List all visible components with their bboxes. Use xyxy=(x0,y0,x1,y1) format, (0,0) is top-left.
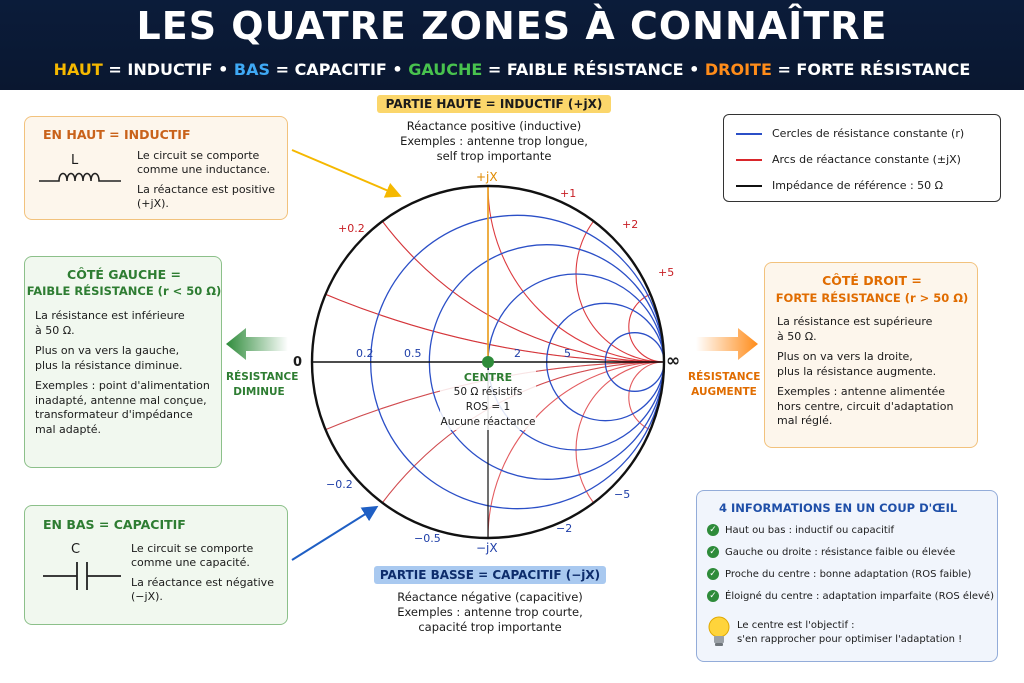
tick-bottom-jx: −jX xyxy=(476,541,498,555)
right-arrow-line2: AUGMENTE xyxy=(691,386,757,398)
check-icon: ✓ xyxy=(707,590,719,602)
tick-x-minus-0-5: −0.5 xyxy=(414,532,441,545)
check-icon: ✓ xyxy=(707,524,719,536)
cote-droit-p2b: plus la résistance augmente. xyxy=(777,364,937,378)
bottom-tag-line2: Exemples : antenne trop courte, xyxy=(397,605,583,619)
en-haut-title: EN HAUT = INDUCTIF xyxy=(43,127,191,142)
infos-item4-label: Éloigné du centre : adaptation imparfaite (ROS élevé) xyxy=(725,591,994,602)
cote-gauche-title1: CÔTÉ GAUCHE = xyxy=(67,267,181,282)
en-bas-line3: La réactance est négative xyxy=(131,576,274,589)
subtitle-droite-eq: = FORTE RÉSISTANCE xyxy=(771,60,971,79)
cote-droit-title2: FORTE RÉSISTANCE (r > 50 Ω) xyxy=(775,291,969,305)
en-haut-line1: Le circuit se comporte xyxy=(137,149,260,162)
cote-droit-p1a: La résistance est supérieure xyxy=(777,315,933,328)
subtitle-haut: HAUT xyxy=(53,60,103,79)
bottom-tag-line3: capacité trop importante xyxy=(418,620,562,634)
infos-tip-line2: s'en rapprocher pour optimiser l'adaptation ! xyxy=(737,634,963,645)
top-tag: PARTIE HAUTE = INDUCTIF (+jX) xyxy=(377,95,611,113)
tick-top-jx: +jX xyxy=(476,170,498,184)
cote-droit-p1b: à 50 Ω. xyxy=(777,329,817,343)
check-icon: ✓ xyxy=(707,546,719,558)
centre-line1: 50 Ω résistifs xyxy=(453,386,523,398)
en-bas-line4: (−jX). xyxy=(131,590,163,603)
cote-gauche-p3b: inadapté, antenne mal conçue, xyxy=(35,393,207,407)
bottom-tag-line1: Réactance négative (capacitive) xyxy=(397,590,583,604)
tick-x-minus-2: −2 xyxy=(556,522,573,535)
subtitle-bas-eq: = CAPACITIF • xyxy=(270,60,409,79)
subtitle-droite: DROITE xyxy=(704,60,772,79)
top-tag-line3: self trop importante xyxy=(436,149,552,163)
cote-gauche-title2: FAIBLE RÉSISTANCE (r < 50 Ω) xyxy=(26,284,222,298)
en-bas-line1: Le circuit se comporte xyxy=(131,542,254,555)
subtitle-gauche-eq: = FAIBLE RÉSISTANCE • xyxy=(482,60,705,79)
tick-r-0-2: 0.2 xyxy=(356,347,374,360)
cote-droit-p3a: Exemples : antenne alimentée xyxy=(777,385,945,398)
infos-item3-label: Proche du centre : bonne adaptation (ROS faible) xyxy=(725,569,972,580)
en-bas-symbol: C xyxy=(71,542,81,557)
infos-item2-label: Gauche ou droite : résistance faible ou élevée xyxy=(725,547,956,558)
cote-droit-title1: CÔTÉ DROIT = xyxy=(822,273,922,288)
en-haut-line2: comme une inductance. xyxy=(137,163,271,176)
cote-gauche-p3a: Exemples : point d'alimentation xyxy=(35,379,210,392)
cote-droit-p3c: mal réglé. xyxy=(777,414,833,427)
centre-title: CENTRE xyxy=(463,371,513,384)
tick-x-plus-1: +1 xyxy=(560,187,577,200)
top-tag-line1: Réactance positive (inductive) xyxy=(406,119,582,133)
tick-x-plus-2: +2 xyxy=(622,218,639,231)
cote-gauche-p3c: transformateur d'impédance xyxy=(35,408,193,421)
cote-gauche-p3d: mal adapté. xyxy=(35,422,102,436)
cote-gauche-p2b: plus la résistance diminue. xyxy=(35,358,183,372)
cote-gauche-p1b: à 50 Ω. xyxy=(35,323,75,337)
cote-gauche-p1a: La résistance est inférieure xyxy=(35,309,185,322)
legend-item1-label: Cercles de résistance constante (r) xyxy=(772,127,965,140)
en-haut-line3: La réactance est positive xyxy=(137,183,275,196)
bottom-tag: PARTIE BASSE = CAPACITIF (−jX) xyxy=(374,566,606,584)
legend-item3-label: Impédance de référence : 50 Ω xyxy=(772,179,944,192)
tick-x-plus-0-2: +0.2 xyxy=(338,222,365,235)
subtitle-gauche: GAUCHE xyxy=(408,60,483,79)
right-arrow-line1: RÉSISTANCE xyxy=(688,371,761,383)
left-arrow-line2: DIMINUE xyxy=(233,386,285,398)
tick-r-2: 2 xyxy=(514,347,521,360)
en-bas-title: EN BAS = CAPACITIF xyxy=(43,517,186,532)
cote-droit-p2a: Plus on va vers la droite, xyxy=(777,350,913,363)
subtitle-bas: BAS xyxy=(233,60,271,79)
en-haut-symbol: L xyxy=(71,153,79,168)
subtitle-haut-eq: = INDUCTIF • xyxy=(102,60,234,79)
centre-line2: ROS = 1 xyxy=(465,401,511,413)
tick-x-minus-0-2: −0.2 xyxy=(326,478,353,491)
centre-line3: Aucune réactance xyxy=(440,416,536,428)
tick-right-infinity: ∞ xyxy=(666,351,681,371)
cote-gauche-p2a: Plus on va vers la gauche, xyxy=(35,344,180,357)
centre-label xyxy=(440,370,536,430)
tick-r-0-5: 0.5 xyxy=(404,347,422,360)
tick-x-minus-5: −5 xyxy=(614,488,631,501)
infos-title: 4 INFORMATIONS EN UN COUP D'ŒIL xyxy=(719,501,958,515)
top-tag-line2: Exemples : antenne trop longue, xyxy=(400,134,588,148)
tick-left-0: 0 xyxy=(293,355,303,370)
en-haut-line4: (+jX). xyxy=(137,197,169,210)
centre-point xyxy=(482,356,494,368)
en-bas-line2: comme une capacité. xyxy=(131,556,250,569)
infos-item1-label: Haut ou bas : inductif ou capacitif xyxy=(725,525,895,536)
infos-tip-line1: Le centre est l'objectif : xyxy=(737,620,855,631)
tick-x-plus-5: +5 xyxy=(658,266,675,279)
tick-r-5: 5 xyxy=(564,347,571,360)
check-icon: ✓ xyxy=(707,568,719,580)
legend-item2-label: Arcs de réactance constante (±jX) xyxy=(772,153,961,166)
left-arrow-line1: RÉSISTANCE xyxy=(226,371,299,383)
page-title: LES QUATRE ZONES À CONNAÎTRE xyxy=(136,4,888,48)
cote-droit-p3b: hors centre, circuit d'adaptation xyxy=(777,399,954,413)
